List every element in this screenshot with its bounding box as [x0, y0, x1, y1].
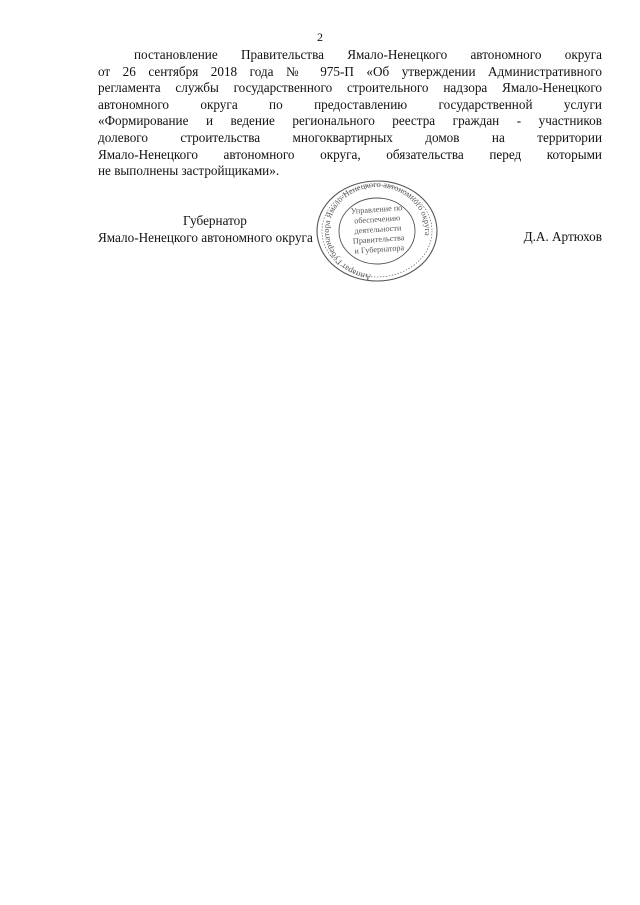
signatory-position: Губернатор: [183, 213, 247, 228]
signatory-region: Ямало-Ненецкого автономного округа: [98, 229, 313, 245]
seal-inner-line: Управление по: [350, 203, 403, 216]
signatory-title: [98, 213, 338, 246]
body-line: долевого строительства многоквартирных домов на территории: [98, 129, 602, 145]
seal-inner-line: и Губернатора: [354, 243, 405, 256]
body-line: не выполнены застройщиками».: [98, 163, 280, 179]
body-line: регламента службы государственного строительного надзора Ямало-Ненецкого: [98, 80, 602, 96]
body-line: «Формирование и ведение регионального реестра граждан - участников: [98, 113, 602, 129]
seal-outer-text: Аппарат Губернатора Ямало-Ненецкого автономного округа: [321, 179, 433, 282]
body-line: автономного округа по предоставлению государственной услуги: [98, 96, 602, 112]
body-line: от 26 сентября 2018 года № 975-П «Об утверждении Административного: [98, 63, 602, 79]
seal-inner-line: Правительства: [352, 233, 405, 246]
body-line: постановление Правительства Ямало-Ненецкого автономного округа: [134, 47, 602, 62]
body-paragraph: [98, 47, 602, 180]
seal-inner-line: обеспечению: [353, 213, 401, 226]
page-number: 2: [317, 30, 323, 44]
body-line: Ямало-Ненецкого автономного округа, обязательства перед которыми: [98, 146, 602, 162]
signatory-name: Д.А. Артюхов: [523, 229, 602, 244]
seal-inner-line: деятельности: [354, 223, 402, 236]
